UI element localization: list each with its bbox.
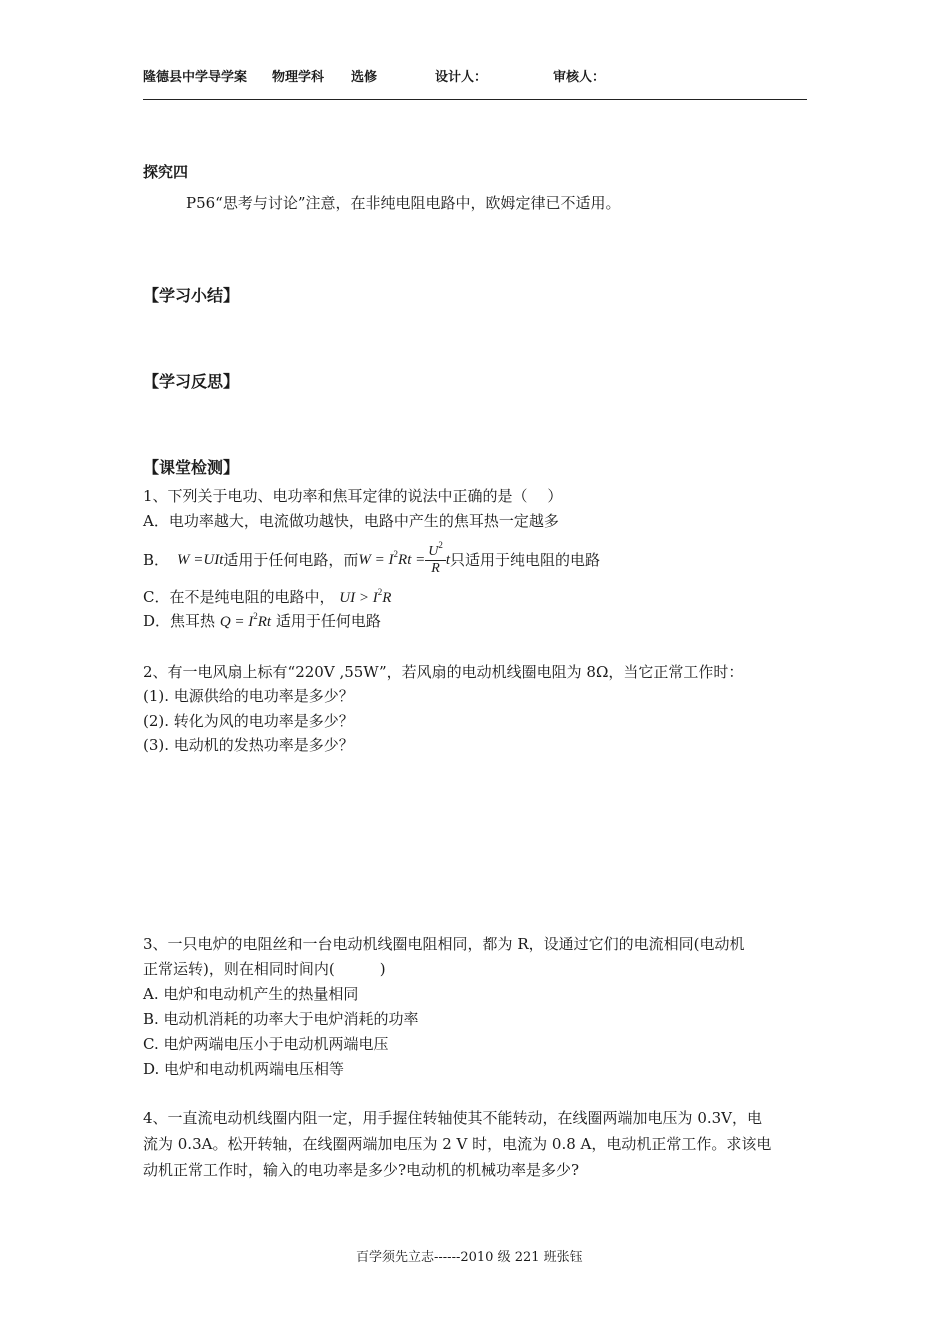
q3-line-2: 正常运转)，则在相同时间内( )	[143, 960, 386, 978]
q1-b-frac-num-sup: 2	[438, 539, 443, 550]
q1-b-suffix: 只适用于纯电阻的电路	[450, 551, 601, 569]
header-designer: 设计人：	[435, 70, 488, 85]
q1-b-mid: 适用于任何电路，而	[223, 551, 359, 569]
q1-c-formula	[339, 587, 392, 606]
section4-text: P56“思考与讨论”注意，在非纯电阻电路中，欧姆定律已不适用。	[186, 194, 621, 212]
q1-d-formula-base: Q = I	[219, 614, 254, 630]
q3-option-b: B. 电动机消耗的功率大于电炉消耗的功率	[143, 1010, 419, 1028]
q1-c-formula-sup: 2	[377, 587, 383, 597]
q4-line-3: 动机正常工作时，输入的电功率是多少?电动机的机械功率是多少?	[143, 1161, 580, 1179]
q1-stem: 1、下列关于电功、电功率和焦耳定律的说法中正确的是（ ）	[143, 487, 563, 505]
q4-line-2: 流为 0.3A。松开转轴，在线圈两端加电压为 2 V 时，电流为 0.8 A，电动机正常工作。求该电	[143, 1135, 772, 1153]
q1-b-formula-3: t	[445, 552, 451, 568]
section4-title: 探究四	[143, 163, 189, 181]
reflection-heading: 【学习反思】	[143, 372, 240, 391]
q1-d-formula-sup: 2	[253, 611, 258, 621]
q1-option-b	[143, 538, 600, 582]
q1-b-formula-2	[358, 550, 425, 571]
q1-c-prefix: C．在不是纯电阻的电路中，	[143, 588, 335, 606]
header-school: 隆德县中学导学案	[143, 70, 248, 85]
header-course: 选修	[351, 70, 378, 85]
summary-heading: 【学习小结】	[143, 286, 240, 305]
q3-option-d: D. 电炉和电动机两端电压相等	[143, 1060, 345, 1078]
q3-option-a: A. 电炉和电动机产生的热量相同	[143, 985, 359, 1003]
header-subject: 物理学科	[272, 70, 325, 85]
q1-d-formula-tail: Rt	[257, 614, 272, 630]
q1-b-frac-den: R	[431, 560, 440, 576]
q1-b-formula-2-sup: 2	[393, 548, 399, 559]
q1-b-frac-num: U	[428, 543, 439, 559]
header-rule	[143, 99, 807, 100]
page-footer: 百学须先立志------2010 级 221 班张钰	[356, 1250, 583, 1265]
q2-part-1: (1). 电源供给的电功率是多少？	[143, 687, 354, 705]
q3-line-1: 3、一只电炉的电阻丝和一台电动机线圈电阻相同，都为 R，设通过它们的电流相同(电动机	[143, 935, 745, 953]
q1-d-suffix: 适用于任何电路	[275, 612, 381, 630]
q1-b-prefix: B．	[143, 551, 170, 569]
header-reviewer: 审核人：	[553, 70, 606, 85]
q1-b-fraction	[425, 539, 446, 577]
q3-option-c: C. 电炉两端电压小于电动机两端电压	[143, 1035, 389, 1053]
q2-stem: 2、有一电风扇上标有“220V ,55W”，若风扇的电动机线圈电阻为 8Ω，当它正常工作时：	[143, 663, 744, 681]
q2-part-2: (2). 转化为风的电功率是多少？	[143, 712, 354, 730]
q1-b-formula-2-tail: Rt =	[398, 551, 426, 568]
q1-d-prefix: D．焦耳热	[143, 612, 216, 630]
test-heading: 【课堂检测】	[143, 458, 240, 477]
q1-d-formula	[219, 611, 272, 630]
q1-c-formula-base: UI > I	[339, 590, 378, 606]
q1-b-formula-1: W =UIt	[177, 552, 224, 568]
q1-option-a: A．电功率越大，电流做功越快，电路中产生的焦耳热一定越多	[143, 512, 559, 530]
q1-option-d	[143, 611, 381, 633]
q1-option-c	[143, 587, 391, 609]
q1-b-formula-2-base: W = I	[358, 551, 394, 568]
q4-line-1: 4、一直流电动机线圈内阻一定，用手握住转轴使其不能转动，在线圈两端加电压为 0.3V，电	[143, 1109, 763, 1127]
q2-part-3: (3). 电动机的发热功率是多少？	[143, 736, 354, 754]
q1-c-formula-tail: R	[382, 590, 392, 606]
